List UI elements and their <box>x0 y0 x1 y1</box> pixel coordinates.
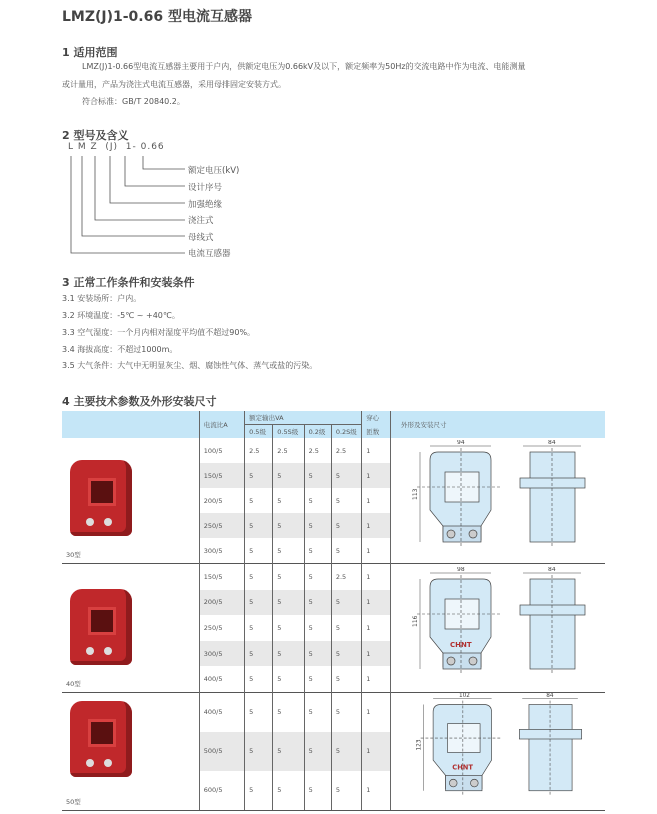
table-cell: 5 <box>331 538 361 564</box>
table-cell: 5 <box>304 615 331 641</box>
outline-drawing <box>405 693 605 808</box>
model-label: 设计序号 <box>188 183 223 193</box>
table-cell: 1 <box>362 692 391 732</box>
table-cell: 150/5 <box>199 564 244 590</box>
table-cell: 5 <box>245 692 273 732</box>
table-cell: 1 <box>362 732 391 771</box>
table-cell: 1 <box>362 463 391 488</box>
table-cell: 5 <box>245 538 273 564</box>
model-label: 浇注式 <box>188 216 214 226</box>
table-cell: 2.5 <box>273 438 304 463</box>
table-cell: 250/5 <box>199 513 244 538</box>
table-cell: 2.5 <box>304 438 331 463</box>
table-cell: 5 <box>331 666 361 692</box>
table-cell: 5 <box>304 666 331 692</box>
product-photo <box>70 589 132 665</box>
table-cell: 5 <box>331 692 361 732</box>
condition-item: 3.4 海拔高度：不超过1000m。 <box>62 345 178 354</box>
table-cell: 2.5 <box>245 438 273 463</box>
height-dimension: 123 <box>416 739 423 751</box>
product-photo <box>70 460 132 536</box>
header-class-02s: 0.2S级 <box>331 425 361 439</box>
table-cell: 5 <box>245 771 273 811</box>
table-cell: 1 <box>362 590 391 616</box>
header-turns: 穿心 <box>362 411 391 425</box>
header-class-05s: 0.5S级 <box>273 425 304 439</box>
table-cell: 5 <box>304 564 331 590</box>
table-cell: 5 <box>304 513 331 538</box>
height-dimension: 116 <box>412 615 419 627</box>
table-cell: 5 <box>273 732 304 771</box>
depth-dimension: 84 <box>546 692 554 699</box>
width-dimension: 102 <box>459 692 470 699</box>
condition-item: 3.2 环境温度：-5℃ ~ +40℃。 <box>62 311 180 320</box>
table-cell: 400/5 <box>199 666 244 692</box>
table-row <box>62 692 605 732</box>
table-cell: 600/5 <box>199 771 244 811</box>
brand-label: CHNT <box>452 763 473 772</box>
table-cell: 500/5 <box>199 732 244 771</box>
table-cell: 5 <box>304 641 331 667</box>
table-cell: 5 <box>273 692 304 732</box>
table-cell: 5 <box>304 488 331 513</box>
table-cell: 5 <box>331 590 361 616</box>
condition-item: 3.5 大气条件：大气中无明显灰尘、烟、腐蚀性气体、蒸气或盐的污染。 <box>62 361 318 370</box>
table-cell: 5 <box>304 590 331 616</box>
table-cell: 5 <box>273 641 304 667</box>
table-cell: 5 <box>304 463 331 488</box>
table-cell: 5 <box>273 590 304 616</box>
table-cell: 1 <box>362 538 391 564</box>
header-turns-2: 匝数 <box>362 425 391 439</box>
spec-table <box>62 411 605 811</box>
header-class-05: 0.5级 <box>245 425 273 439</box>
brand-label: CHNT <box>450 640 472 649</box>
table-cell: 5 <box>331 463 361 488</box>
table-cell: 5 <box>273 513 304 538</box>
table-cell: 5 <box>331 641 361 667</box>
table-cell: 5 <box>273 615 304 641</box>
table-cell: 5 <box>304 692 331 732</box>
table-cell: 1 <box>362 564 391 590</box>
table-cell: 100/5 <box>199 438 244 463</box>
table-cell: 1 <box>362 615 391 641</box>
table-cell: 1 <box>362 666 391 692</box>
product-type-label: 40型 <box>66 679 81 688</box>
model-label: 母线式 <box>188 233 214 243</box>
table-cell: 1 <box>362 488 391 513</box>
table-cell: 5 <box>273 488 304 513</box>
table-cell: 200/5 <box>199 488 244 513</box>
section-4-heading: 4 主要技术参数及外形安装尺寸 <box>62 395 217 408</box>
table-cell: 1 <box>362 438 391 463</box>
table-cell: 5 <box>273 564 304 590</box>
condition-item: 3.3 空气湿度：一个月内相对湿度平均值不超过90%。 <box>62 328 256 337</box>
table-cell: 5 <box>331 615 361 641</box>
table-cell: 1 <box>362 513 391 538</box>
table-cell: 5 <box>245 564 273 590</box>
table-cell: 5 <box>331 732 361 771</box>
outline-drawing <box>405 567 605 687</box>
table-cell: 5 <box>245 732 273 771</box>
scope-text-2: 或计量用，产品为浇注式电流互感器，采用母排固定安装方式。 <box>62 80 286 89</box>
table-cell: 5 <box>245 641 273 667</box>
table-row <box>62 564 605 590</box>
table-cell: 5 <box>245 590 273 616</box>
model-label: 加强绝缘 <box>188 200 223 210</box>
header-ratio: 电流比A <box>199 411 244 438</box>
header-image <box>62 411 199 438</box>
product-type-label: 50型 <box>66 797 81 806</box>
table-cell: 200/5 <box>199 590 244 616</box>
table-cell: 5 <box>304 771 331 811</box>
product-photo <box>70 701 132 777</box>
table-cell: 5 <box>273 666 304 692</box>
table-cell: 5 <box>245 488 273 513</box>
width-dimension: 94 <box>457 439 465 446</box>
header-class-02: 0.2级 <box>304 425 331 439</box>
product-type-label: 30型 <box>66 551 81 559</box>
section-3-heading: 3 正常工作条件和安装条件 <box>62 276 195 289</box>
height-dimension: 113 <box>412 488 419 500</box>
table-cell: 300/5 <box>199 538 244 564</box>
table-cell: 5 <box>245 615 273 641</box>
table-cell: 5 <box>245 513 273 538</box>
condition-item: 3.1 安装场所：户内。 <box>62 294 142 303</box>
table-cell: 5 <box>273 538 304 564</box>
page-title: LMZ(J)1-0.66 型电流互感器 <box>62 9 252 25</box>
model-code: L M Z (J) 1- 0.66 <box>68 142 165 152</box>
table-cell: 5 <box>331 488 361 513</box>
width-dimension: 98 <box>457 566 465 573</box>
table-cell: 5 <box>331 513 361 538</box>
model-label: 额定电压(kV) <box>188 166 240 176</box>
section-1-heading: 1 适用范围 <box>62 46 118 59</box>
header-dims: 外形及安装尺寸 <box>391 411 606 438</box>
table-cell: 400/5 <box>199 692 244 732</box>
table-row <box>62 438 605 463</box>
model-label: 电流互感器 <box>188 249 231 259</box>
model-breakdown-lines <box>60 150 190 255</box>
table-cell: 1 <box>362 771 391 811</box>
table-cell: 150/5 <box>199 463 244 488</box>
section-2-heading: 2 型号及含义 <box>62 129 129 142</box>
header-output: 额定输出VA <box>245 411 362 425</box>
table-cell: 2.5 <box>331 564 361 590</box>
depth-dimension: 84 <box>548 566 556 573</box>
table-cell: 1 <box>362 641 391 667</box>
table-cell: 300/5 <box>199 641 244 667</box>
table-cell: 5 <box>273 463 304 488</box>
table-cell: 5 <box>245 463 273 488</box>
table-cell: 5 <box>331 771 361 811</box>
table-cell: 5 <box>304 538 331 564</box>
outline-drawing <box>405 440 605 560</box>
table-cell: 5 <box>245 666 273 692</box>
table-cell: 5 <box>304 732 331 771</box>
table-cell: 5 <box>273 771 304 811</box>
standard-text: 符合标准：GB/T 20840.2。 <box>82 97 185 106</box>
table-cell: 2.5 <box>331 438 361 463</box>
depth-dimension: 84 <box>548 439 556 446</box>
table-cell: 250/5 <box>199 615 244 641</box>
scope-text-1: LMZ(J)1-0.66型电流互感器主要用于户内，供额定电压为0.66kV及以下，额定频率为50Hz的交流电路中作为电流、电能测量 <box>82 62 526 71</box>
